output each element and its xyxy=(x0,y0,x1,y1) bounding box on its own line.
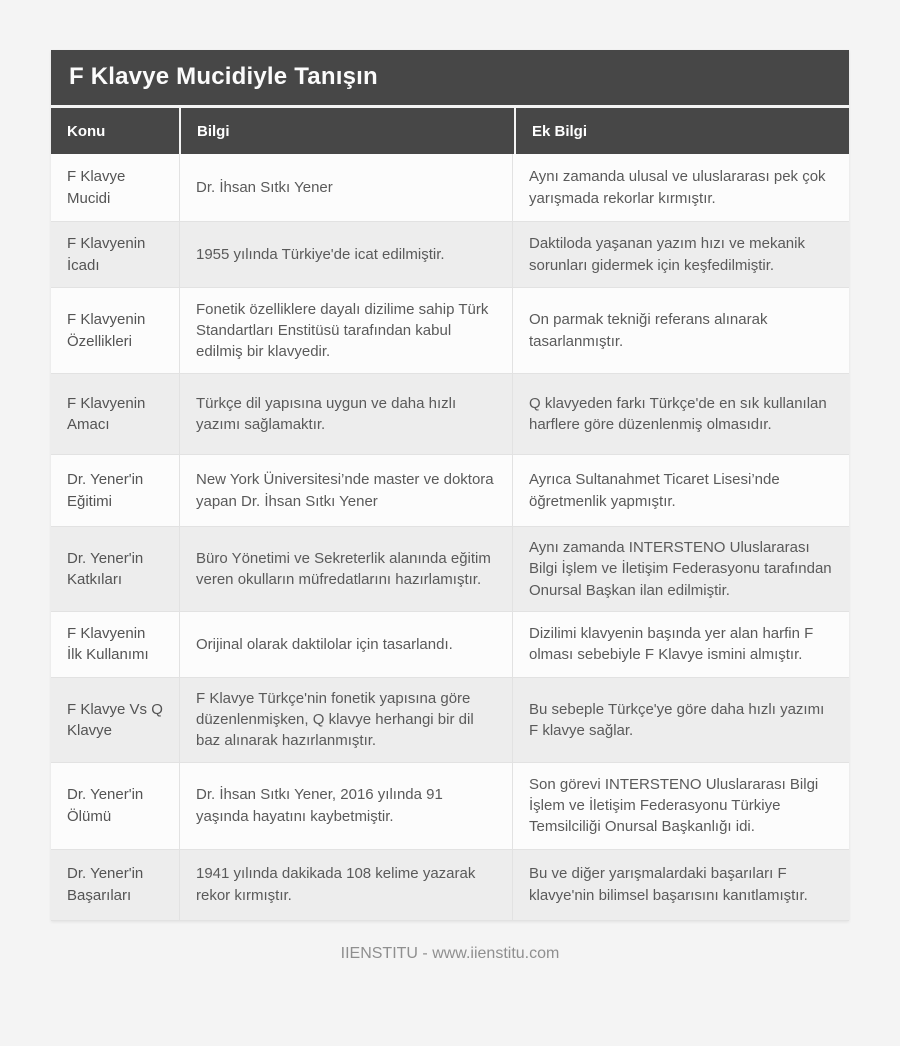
row-info: Fonetik özelliklere dayalı dizilime sahip Türk Standartları Enstitüsü tarafından kabul edilmiş bir klavyedir. xyxy=(179,288,512,373)
row-extra-info: Bu ve diğer yarışmalardaki başarıları F klavye'nin bilimsel başarısını kanıtlamıştır. xyxy=(512,850,849,920)
row-topic: Dr. Yener'in Eğitimi xyxy=(67,471,144,510)
row-info: 1941 yılında dakikada 108 kelime yazarak rekor kırmıştır. xyxy=(179,850,512,920)
row-extra-info: Daktiloda yaşanan yazım hızı ve mekanik sorunları gidermek için keşfedilmiştir. xyxy=(512,222,849,287)
table-row xyxy=(51,526,849,611)
row-extra-info: Aynı zamanda INTERSTENO Uluslararası Bilgi İşlem ve İletişim Federasyonu tarafından Onursal Başkan ilan edilmiştir. xyxy=(512,527,849,611)
table-row xyxy=(51,849,849,921)
row-info: Dr. İhsan Sıtkı Yener, 2016 yılında 91 yaşında hayatını kaybetmiştir. xyxy=(179,763,512,849)
footer-attribution: IIENSTITU - www.iienstitu.com xyxy=(340,944,560,962)
row-topic: F Klavyenin Özellikleri xyxy=(67,311,146,350)
row-info: 1955 yılında Türkiye'de icat edilmiştir. xyxy=(179,222,512,287)
table-row xyxy=(51,762,849,849)
row-topic: F Klavyenin Amacı xyxy=(67,394,146,433)
row-topic: F Klavyenin İcadı xyxy=(67,235,146,274)
table-row xyxy=(51,454,849,526)
table-header-row xyxy=(51,108,849,154)
row-topic: F Klavye Vs Q Klavye xyxy=(67,700,163,739)
row-info: Dr. İhsan Sıtkı Yener xyxy=(179,154,512,221)
row-info: F Klavye Türkçe'nin fonetik yapısına göre düzenlenmişken, Q klavye herhangi bir dil baz alınarak hazırlanmıştır. xyxy=(179,678,512,762)
column-header-bilgi: Bilgi xyxy=(181,108,514,154)
row-extra-info: Ayrıca Sultanahmet Ticaret Lisesi’nde öğretmenlik yapmıştır. xyxy=(512,455,849,526)
table-row xyxy=(51,221,849,287)
row-extra-info: Bu sebeple Türkçe'ye göre daha hızlı yazımı F klavye sağlar. xyxy=(512,678,849,762)
table-row xyxy=(51,611,849,677)
row-topic: Dr. Yener'in Ölümü xyxy=(67,786,144,825)
row-topic: Dr. Yener'in Katkıları xyxy=(67,549,144,588)
page-title: F Klavye Mucidiyle Tanışın xyxy=(51,50,849,105)
table-row xyxy=(51,287,849,373)
row-extra-info: Dizilimi klavyenin başında yer alan harfin F olması sebebiyle F Klavye ismini almıştır. xyxy=(512,612,849,677)
row-extra-info: Q klavyeden farkı Türkçe'de en sık kullanılan harflere göre düzenlenmiş olmasıdır. xyxy=(512,374,849,454)
row-info: New York Üniversitesi’nde master ve doktora yapan Dr. İhsan Sıtkı Yener xyxy=(179,455,512,526)
row-extra-info: Aynı zamanda ulusal ve uluslararası pek çok yarışmada rekorlar kırmıştır. xyxy=(512,154,849,221)
column-header-ek-bilgi: Ek Bilgi xyxy=(516,108,849,154)
table-row xyxy=(51,373,849,454)
row-extra-info: On parmak tekniği referans alınarak tasarlanmıştır. xyxy=(512,288,849,373)
row-info: Büro Yönetimi ve Sekreterlik alanında eğitim veren okulların müfredatlarını hazırlamıştır. xyxy=(179,527,512,611)
table-row xyxy=(51,677,849,762)
row-info: Türkçe dil yapısına uygun ve daha hızlı yazımı sağlamaktır. xyxy=(179,374,512,454)
row-topic: F Klavye Mucidi xyxy=(67,168,126,207)
row-info: Orijinal olarak daktilolar için tasarlandı. xyxy=(179,612,512,677)
table-card xyxy=(51,50,849,921)
table-body xyxy=(51,154,849,921)
row-topic: Dr. Yener'in Başarıları xyxy=(67,865,144,904)
row-topic: F Klavyenin İlk Kullanımı xyxy=(67,625,149,664)
table-row xyxy=(51,154,849,221)
column-header-konu: Konu xyxy=(51,108,179,154)
row-extra-info: Son görevi INTERSTENO Uluslararası Bilgi İşlem ve İletişim Federasyonu Türkiye Temsilciliği Onursal Başkanlığı idi. xyxy=(512,763,849,849)
